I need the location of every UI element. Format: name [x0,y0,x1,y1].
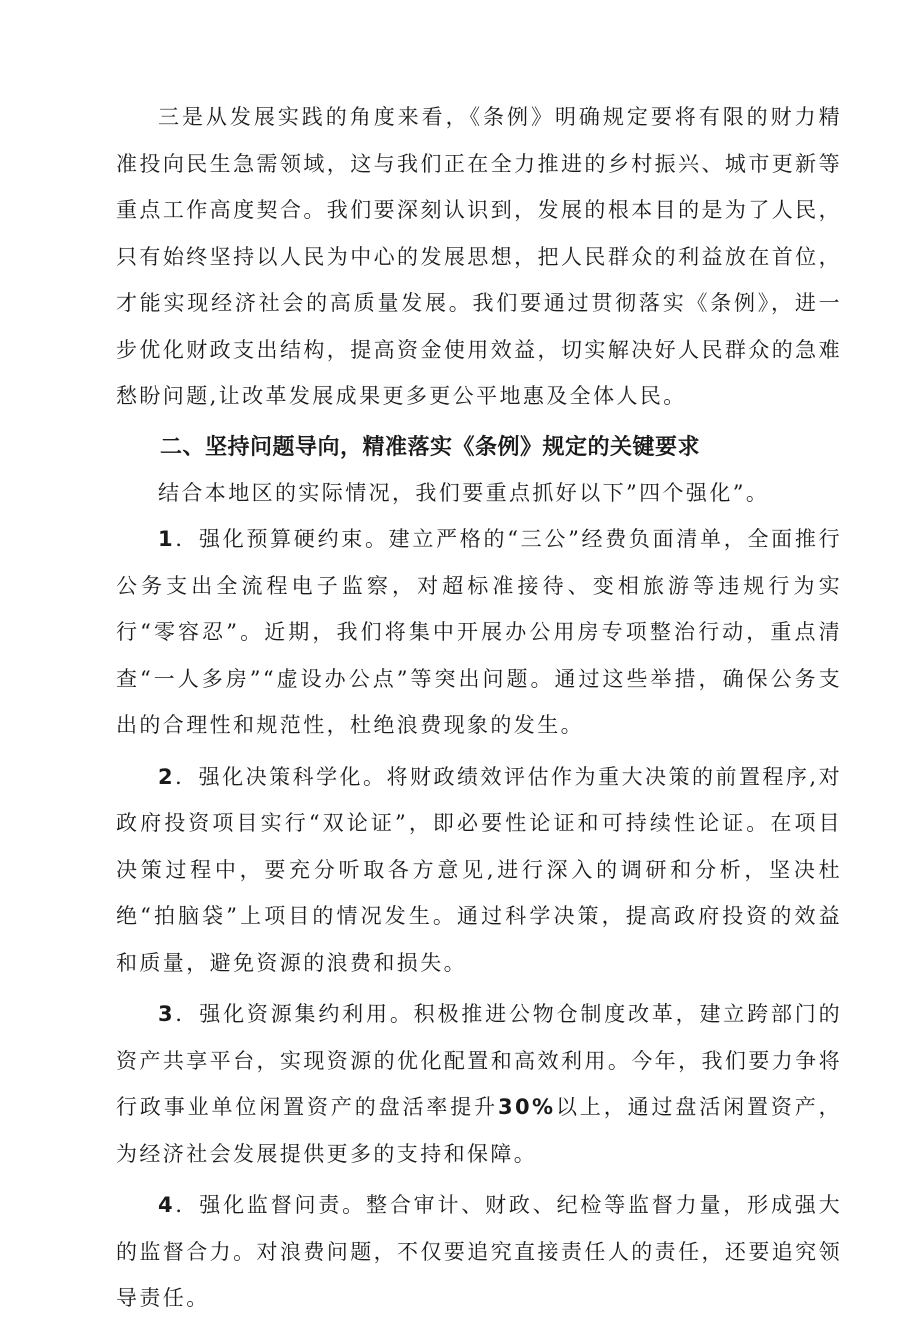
section-heading: 二、坚持问题导向，精准落实《条例》规定的关键要求 [160,434,701,460]
lead-sentence: 结合本地区的实际情况，我们要重点抓好以下”四个强化”。 [158,480,770,505]
list-item-2 [116,754,842,987]
item-text: ．强化决策科学化。将财政绩效评估作为重大决策的前置程序,对政府投资项目实行“双论证”，即必要性论证和可持续性论证。在项目决策过程中，要充分听取各方意见,进行深入的调研和分析，坚决杜绝“拍脑袋”上项目的情况发生。通过科学决策，提高政府投资的效益和质量，避免资源的浪费和损失。 [116,764,842,975]
percentage-value: 30% [498,1095,556,1119]
item-text: ．强化预算硬约束。建立严格的“三公”经费负面清单，全面推行公务支出全流程电子监察，对超标准接待、变相旅游等违规行为实行“零容忍”。近期，我们将集中开展办公用房专项整治行动，重点清查“一人多房”“虚设办公点”等突出问题。通过这些举措，确保公务支出的合理性和规范性，杜绝浪费现象的发生。 [116,527,842,737]
item-text: ．强化资源集约利用。积极推进公物仓制度改革，建立跨部门的资产共享平台，实现资源的优化配置和高效利用。今年，我们要力争将行政事业单位闲置资产的盘活率提升 [116,1002,842,1119]
item-text: ．强化监督问责。整合审计、财政、纪检等监督力量，形成强大的监督合力。对浪费问题，不仅要追究直接责任人的责任，还要追究领导责任。 [116,1193,842,1310]
document-page [116,94,842,1322]
item-number: 3 [158,1002,176,1026]
item-number: 2 [158,764,176,789]
item-text-continued: 以上，通过盘活闲置资产，为经济社会发展提供更多的支持和保障。 [116,1095,842,1166]
list-item-3 [116,991,842,1177]
item-number: 1 [158,527,176,551]
paragraph-intro: 三是从发展实践的角度来看，《条例》明确规定要将有限的财力精准投向民生急需领域，这与我们正在全力推进的乡村振兴、城市更新等重点工作高度契合。我们要深刻认识到，发展的根本目的是为了人民，只有始终坚持以人民为中心的发展思想，把人民群众的利益放在首位，才能实现经济社会的高质量发展。我们要通过贯彻落实《条例》，进一步优化财政支出结构，提高资金使用效益，切实解决好人民群众的急难愁盼问题,让改革发展成果更多更公平地惠及全体人民。 [116,105,842,408]
list-item-1 [116,516,842,749]
item-number: 4 [158,1193,176,1217]
